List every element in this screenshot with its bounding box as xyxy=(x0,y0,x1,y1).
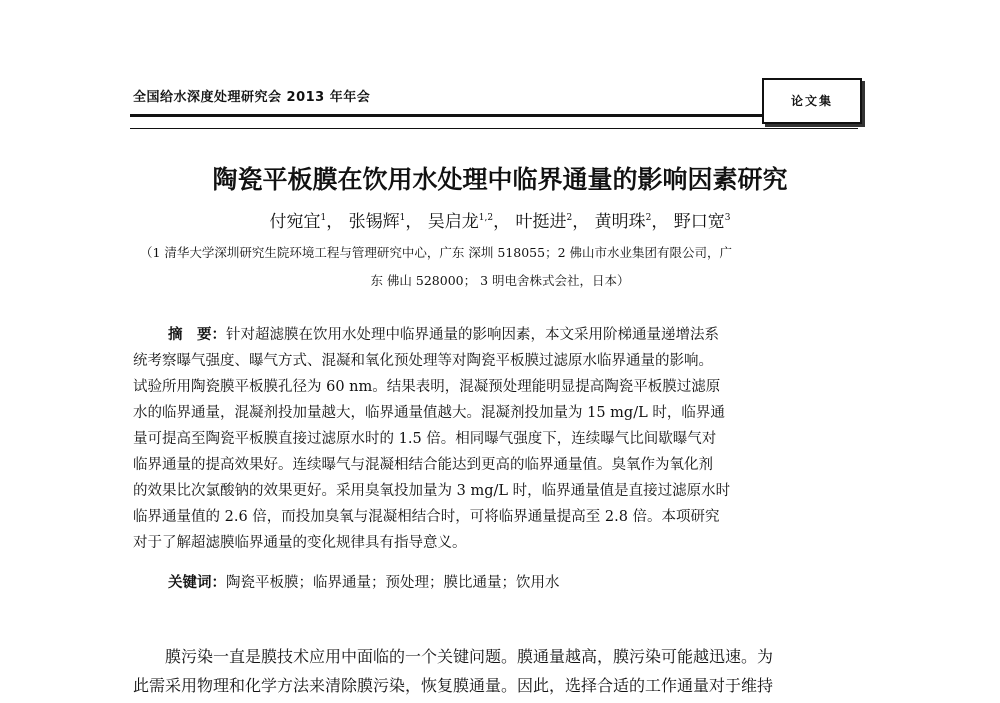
keywords-label: 关键词： xyxy=(168,575,226,591)
author-affiliation: 2 xyxy=(566,213,573,223)
journal-header: 全国给水深度处理研究会 2013 年年会 xyxy=(133,90,371,105)
section-tag-box xyxy=(762,78,862,124)
header-rule-thick xyxy=(130,114,762,117)
author-name: 吴启龙 xyxy=(427,212,479,232)
affiliation-line-2: 东 佛山 528000； 3 明电舍株式会社，日本） xyxy=(370,273,630,288)
affiliation-line-1: （1 清华大学深圳研究生院环境工程与管理研究中心，广东 深圳 518055；2 佛山市水业集团有限公司，广 xyxy=(140,245,733,260)
abstract-line: 临界通量值的 2.6 倍，而投加臭氧与混凝相结合时，可将临界通量提高至 2.8 倍。本项研究 xyxy=(133,509,720,525)
author-name: 黄明珠 xyxy=(594,212,646,232)
abstract-line: 量可提高至陶瓷平板膜直接过滤原水时的 1.5 倍。相同曝气强度下，连续曝气比间歇曝气对 xyxy=(133,431,717,447)
author-affiliation: 1 xyxy=(320,213,327,223)
author-name: 张锡辉 xyxy=(348,212,400,232)
author-affiliation: 3 xyxy=(724,213,731,223)
author-name: 野口宽 xyxy=(673,212,725,232)
author-affiliation: 1,2 xyxy=(478,213,494,223)
abstract-line: 对于了解超滤膜临界通量的变化规律具有指导意义。 xyxy=(133,535,467,551)
author-name: 付宛宜 xyxy=(269,212,321,232)
header-rule-thin xyxy=(130,128,858,129)
author-list: 付宛宜$^1$， 张锡辉$^1$， 吴启龙$^{1,2}$， 叶挺进$^2$， 黄明珠$^2$， 野口宽$^3$ xyxy=(269,212,731,232)
section-tag: 论文集 xyxy=(790,94,833,108)
abstract-line: 的效果比次氯酸钠的效果更好。采用臭氧投加量为 3 mg/L 时，临界通量值是直接过滤原水时 xyxy=(133,483,731,499)
abstract-line: 水的临界通量，混凝剂投加量越大，临界通量值越大。混凝剂投加量为 15 mg/L 时，临界通 xyxy=(133,405,725,421)
abstract-line: 临界通量的提高效果好。连续曝气与混凝相结合能达到更高的临界通量值。臭氧作为氧化剂 xyxy=(133,457,713,473)
body-paragraph-line: 此需采用物理和化学方法来清除膜污染，恢复膜通量。因此，选择合适的工作通量对于维持 xyxy=(133,676,774,695)
author-affiliation: 2 xyxy=(645,213,652,223)
keywords-line xyxy=(168,571,888,592)
body-paragraph-line: 膜污染一直是膜技术应用中面临的一个关键问题。膜通量越高，膜污染可能越迅速。为 xyxy=(133,647,774,666)
paper-title: 陶瓷平板膜在饮用水处理中临界通量的影响因素研究 xyxy=(212,165,788,194)
abstract-line: 统考察曝气强度、曝气方式、混凝和氧化预处理等对陶瓷平板膜过滤原水临界通量的影响。 xyxy=(133,353,713,369)
author-affiliation: 1 xyxy=(399,213,406,223)
abstract-line: 试验所用陶瓷膜平板膜孔径为 60 nm。结果表明，混凝预处理能明显提高陶瓷平板膜过滤原 xyxy=(133,379,721,395)
author-name: 叶挺进 xyxy=(515,212,567,232)
keywords-text: 陶瓷平板膜；临界通量；预处理；膜比通量；饮用水 xyxy=(226,575,560,591)
abstract-line xyxy=(168,323,888,344)
abstract-label: 摘 要： xyxy=(168,327,226,343)
abstract-text: 针对超滤膜在饮用水处理中临界通量的影响因素，本文采用阶梯通量递增法系 xyxy=(226,327,719,343)
